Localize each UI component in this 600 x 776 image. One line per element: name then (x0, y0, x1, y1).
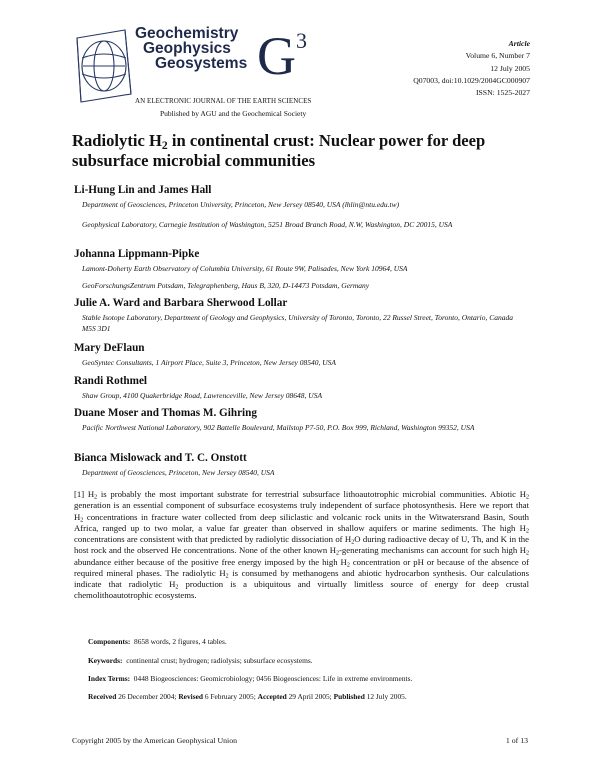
author-names: Mary DeFlaun (74, 342, 145, 354)
author-names: Bianca Mislowack and T. C. Onstott (74, 452, 247, 464)
g3-mark (257, 26, 307, 86)
affiliation: Department of Geosciences, Princeton, New Jersey 08540, USA (82, 468, 275, 477)
g3-exp: 3 (296, 28, 307, 53)
history-line: Received 26 December 2004; Revised 6 February 2005; Accepted 29 April 2005; Published 12 July 2005. (88, 692, 407, 701)
components-line: Components: 8658 words, 2 figures, 4 tables. (88, 637, 227, 646)
author-names: Duane Moser and Thomas M. Gihring (74, 407, 257, 419)
article-title: Radiolytic $H_2$ in continental crust: Nuclear power for deep subsurface microbial communities (72, 131, 486, 170)
keywords-line: Keywords: continental crust; hydrogen; radiolysis; subsurface ecosystems. (88, 656, 313, 665)
pub-date: 12 July 2005 (490, 63, 530, 73)
copyright: Copyright 2005 by the American Geophysical Union (72, 736, 238, 745)
affiliation: Geophysical Laboratory, Carnegie Institution of Washington, 5251 Broad Branch Road, N.W, Washington, DC 20015, USA (82, 220, 453, 229)
journal-subtitle: AN ELECTRONIC JOURNAL OF THE EARTH SCIENCES (135, 97, 312, 105)
globe-icon (71, 28, 135, 106)
doi: Q07003, doi:10.1029/2004GC000907 (413, 75, 530, 85)
affiliation: Pacific Northwest National Laboratory, 902 Battelle Boulevard, Mailstop P7-50, P.O. Box 999, Richland, Washington 99352, USA (82, 423, 475, 432)
affiliation: Stable Isotope Laboratory, Department of Geology and Geophysics, University of Toronto, Toronto, 22 Russel Street, Toronto, Ontario, Canada M5S 3D1 (82, 313, 513, 334)
journal-name: Geochemistry Geophysics Geosystems (135, 25, 248, 72)
author-names: Randi Rothmel (74, 375, 148, 387)
affiliation: Department of Geosciences, Princeton University, Princeton, New Jersey 08540, USA (lhlin@ntu.edu.tw) (82, 200, 400, 209)
article-meta (310, 38, 530, 99)
publisher-line: Published by AGU and the Geochemical Society (160, 109, 307, 118)
affiliation: GeoForschungsZentrum Potsdam, Telegraphenberg, Haus B, 320, D-14473 Potsdam, Germany (82, 281, 370, 290)
abstract: [1] $H_2$ is probably the most important substrate for terrestrial subsurface lithoautotrophic microbial communities. Abiotic $H_2$ generation is an essential component of subsurface ecosystems truly independent of surface photosynthesis. Here we report that $H_2$ concentrations in fracture water collected from deep siliclastic and volcanic rock units in the Witwatersrand Basin, South Africa, ranged up to two molar, a value far greater than observed in shallow aquifers or marine sediments. The high $H_2$ concentrations are consistent with that predicted by radiolytic dissociation of $H_2O$ during radioactive decay of U, Th, and K in the host rock and the observed He concentrations. None of the other known $H_2$-generating mechanisms can account for such high $H_2$ abundance either because of the positive free energy imposed by the high $H_2$ concentration or pH or because of the absence of required mineral phases. The radiolytic $H_2$ is consumed by methanogens and abiotic hydrocarbon synthesis. Our calculations indicate that radiolytic $H_2$ production is a ubiquitous and virtually limitless source of energy for deep crustal chemolithoautotrophic ecosystems. (74, 489, 530, 601)
page-number: 1 of 13 (505, 736, 528, 745)
author-names: Li-Hung Lin and James Hall (74, 184, 212, 196)
paragraph-marker: [1] (74, 489, 85, 499)
article-type: Article (508, 39, 530, 48)
affiliation: GeoSyntec Consultants, 1 Airport Place, Suite 3, Princeton, New Jersey 08540, USA (82, 358, 336, 367)
affiliation: Lamont-Doherty Earth Observatory of Columbia University, 61 Route 9W, Palisades, New York 10964, USA (82, 264, 408, 273)
affiliation: Shaw Group, 4100 Quakerbridge Road, Lawrenceville, New Jersey 08648, USA (82, 391, 323, 400)
volume: Volume 6, Number 7 (465, 51, 530, 61)
author-names: Julie A. Ward and Barbara Sherwood Lollar (74, 297, 288, 309)
index-terms-line: Index Terms: 0448 Biogeosciences: Geomicrobiology; 0456 Biogeosciences: Life in extreme environments. (88, 674, 413, 683)
issn: ISSN: 1525-2027 (475, 88, 530, 98)
g3-letter: G (257, 26, 296, 86)
author-names: Johanna Lippmann-Pipke (74, 248, 200, 260)
